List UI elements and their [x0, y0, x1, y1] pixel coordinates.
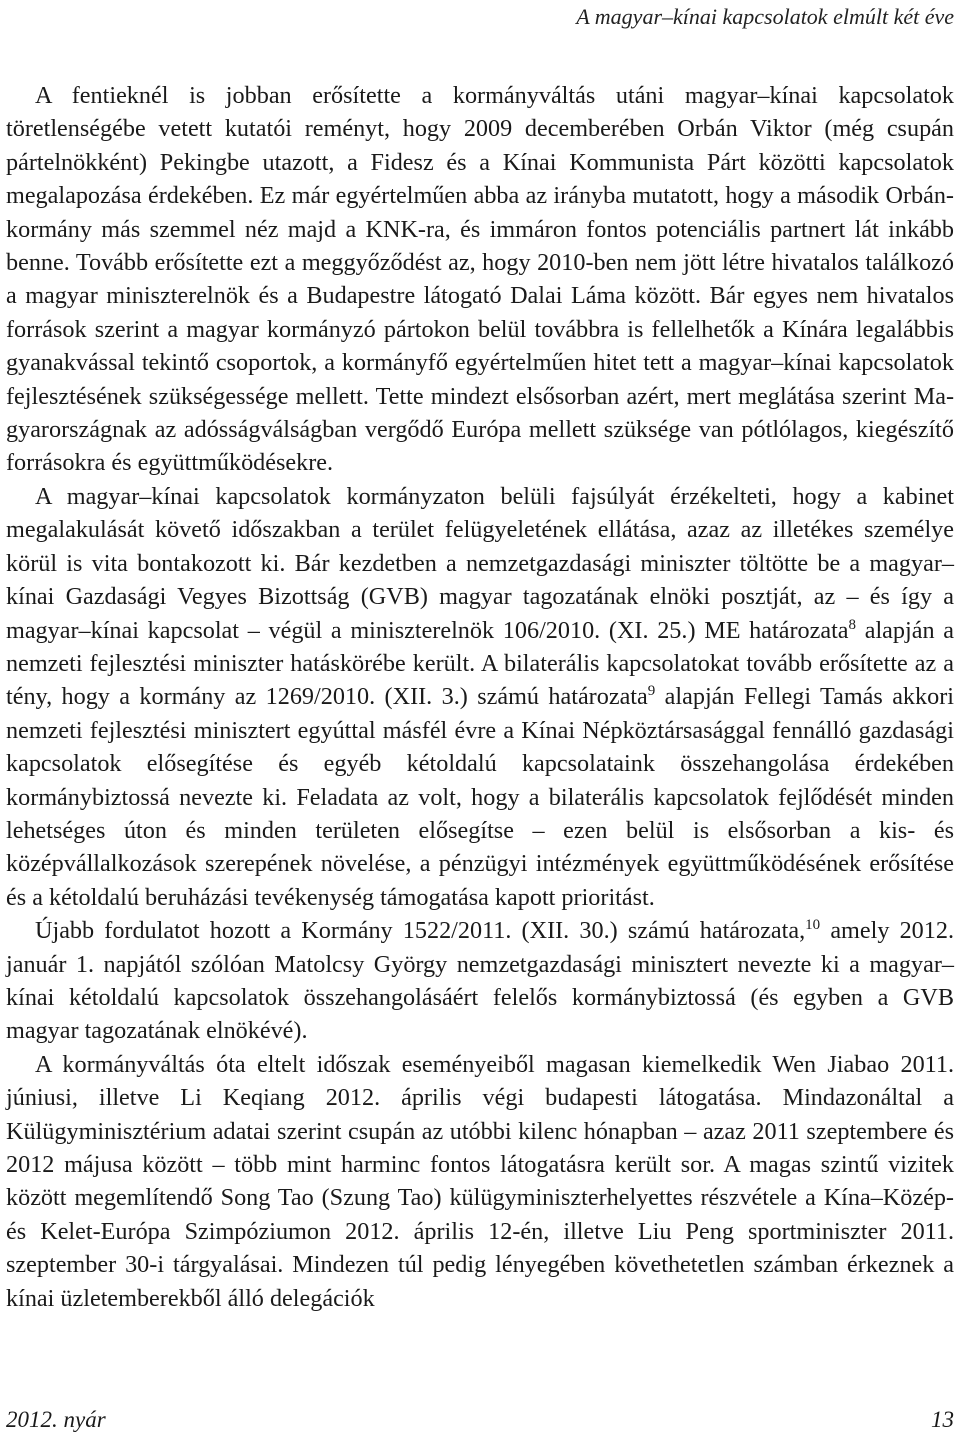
paragraph-text: alapján Fellegi Tamás akkori nemzeti fejlesztési minisztert egyúttal másfél évre a Kínai Népköztársasággal fennálló gazdasági kapcsolatok elősegítése és egyéb kétoldalú kapcsolataink összehangolása érdekében kormánybiztossá nevezte ki. Feladata az volt, hogy a bilaterális kapcsolatok fejlődését minden lehetséges úton és minden területen elősegítse – ezen belül is elsősorban a kis- és középvállalkozások szerepének növelése, a pénzügyi intézmények együttműködésének erősítése és a kétoldalú beruházási tevékenység támogatása kapott prioritást.	[6, 683, 954, 911]
paragraph-text: A fentieknél is jobban erősítette a kormányváltás utáni magyar–kínai kapcsolatok töretlenségébe vetett kutatói reményt, hogy 2009 decemberében Orbán Viktor (még csupán pártelnökként) Pekingbe utazott, a Fidesz és a Kínai Kommunista Párt közötti kapcsolatok megalapozása érdekében. Ez már egyértelműen abba az irányba mutatott, hogy a második Orbán-kormány más szemmel néz majd a KNK-ra, és immáron fontos potenciális partnert lát inkább benne. Tovább erősítette ezt a meggyőződést az, hogy 2010-ben nem jött létre hivatalos találkozó a magyar miniszterelnök és a Budapestre látogató Dalai Láma között. Bár egyes nem hivatalos források szerint a magyar kormányzó pártokon belül továbbra is fellelhetők a Kínára legalábbis gyanakvással tekintő csoportok, a kormányfő egyértelműen hitet tett a magyar–kínai kapcsolatok fejlesztésének szükségessége mellett. Tette mindezt elsősorban azért, mert meglátása szerint Magyarországnak az adósságválságban vergődő Európa mellett szüksége van pótlólagos, kiegészítő forrásokra és együttműködésekre.	[6, 82, 954, 477]
running-header: A magyar–kínai kapcsolatok elmúlt két éve	[576, 4, 954, 29]
paragraph	[6, 1048, 954, 1315]
paragraph-text: amely 2012. január 1. napjától szólóan Matolcsy György nemzetgazdasági minisztert nevezte ki a magyar–kínai kétoldalú kapcsolatok összehangolásáért felelős kormánybiztossá (és egyben a GVB magyar tagozatának elnökévé).	[6, 917, 954, 1045]
issue-label: 2012. nyár	[6, 1407, 106, 1432]
page-footer	[6, 1406, 954, 1434]
paragraph-text: A kormányváltás óta eltelt időszak eseményeiből magasan kiemelkedik Wen Jiabao 2011. júniusi, illetve Li Keqiang 2012. április végi budapesti látogatása. Mindazonáltal a Külügyminisztérium adatai szerint csupán az utóbbi kilenc hónapban – azaz 2011 szeptembere és 2012 májusa között – több mint harminc fontos látogatásra került sor. A magas szintű vizitek között megemlítendő Song Tao (Szung Tao) külügyminiszterhelyettes részvétele a Kína–Közép- és Kelet-Európa Szimpóziumon 2012. április 12-én, illetve Liu Peng sportminiszter 2011. szeptember 30-i tárgyalásai. Mindezen túl pedig lényegében követhetetlen számban érkeznek a kínai üzletemberekből álló delegációk	[6, 1050, 954, 1312]
paragraph-text: Újabb fordulatot hozott a Kormány 1522/2011. (XII. 30.) számú határozata,	[35, 917, 806, 945]
paragraph-text: A magyar–kínai kapcsolatok kormányzaton belüli fajsúlyát érzékelteti, hogy a kabinet megalakulását követő időszakban a terület felügyeletének ellátása, azaz az illetékes személye körül is vita bontakozott ki. Bár kezdetben a nemzetgazdasági miniszter töltötte be a magyar–kínai Gazdasági Vegyes Bizottság (GVB) magyar tagozatának elnöki posztját, az – és így a magyar–kínai kapcsolat – végül a miniszterelnök 106/2010. (XI. 25.) ME határozata	[6, 482, 954, 644]
paragraph	[6, 480, 954, 914]
article-body	[6, 79, 954, 1315]
paragraph-text: alapján a nemzeti fejlesztési miniszter hatáskörébe került. A bilaterális kapcsolatokat tovább erősítette az a tény, hogy a kormány az 1269/2010. (XII. 3.) számú határozata	[6, 616, 954, 711]
paragraph	[6, 79, 954, 480]
footnote-ref[interactable]: 9	[647, 683, 656, 700]
paragraph	[6, 914, 954, 1048]
footnote-ref[interactable]: 10	[805, 917, 821, 934]
footnote-ref[interactable]: 8	[848, 616, 857, 633]
page-number: 13	[931, 1407, 954, 1432]
